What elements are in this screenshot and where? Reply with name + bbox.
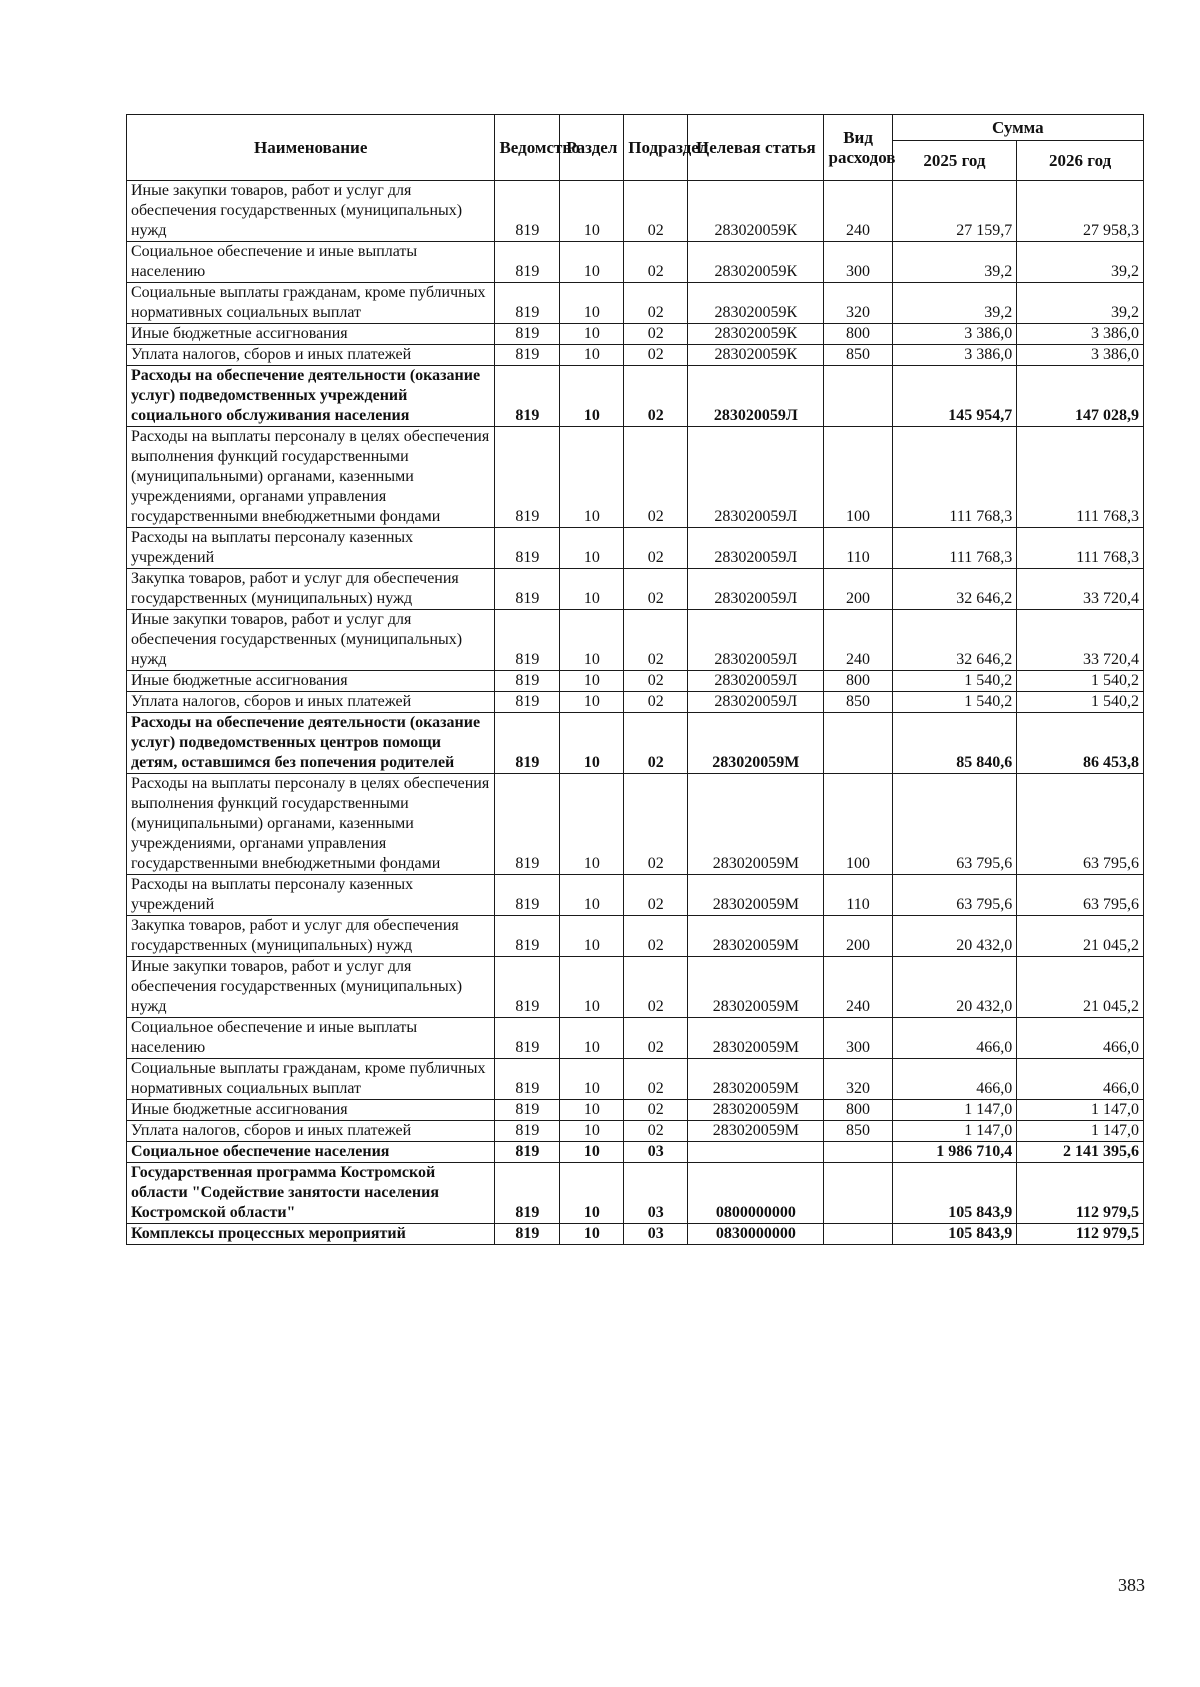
table-row: [127, 366, 1144, 427]
cell-sum-2025: 20 432,0: [892, 916, 1017, 957]
cell-podrazdel: 03: [624, 1224, 688, 1245]
cell-razdel: 10: [560, 181, 624, 242]
cell-target: 283020059М: [688, 1018, 824, 1059]
cell-sum-2025: 1 986 710,4: [892, 1142, 1017, 1163]
cell-razdel: 10: [560, 366, 624, 427]
table-row: [127, 692, 1144, 713]
cell-vid: [824, 366, 892, 427]
header-2026: 2026 год: [1017, 141, 1144, 181]
table-row: [127, 528, 1144, 569]
cell-name: Иные закупки товаров, работ и услуг для обеспечения государственных (муниципальных) нужд: [127, 610, 495, 671]
cell-vid: 320: [824, 1059, 892, 1100]
cell-name: Иные бюджетные ассигнования: [127, 671, 495, 692]
cell-target: 283020059К: [688, 345, 824, 366]
cell-sum-2025: 1 147,0: [892, 1121, 1017, 1142]
cell-target: 283020059М: [688, 957, 824, 1018]
cell-sum-2026: 63 795,6: [1017, 774, 1144, 875]
cell-vedomstvo: 819: [495, 181, 560, 242]
cell-sum-2025: 85 840,6: [892, 713, 1017, 774]
cell-podrazdel: 02: [624, 916, 688, 957]
cell-sum-2026: 27 958,3: [1017, 181, 1144, 242]
cell-vid: 240: [824, 610, 892, 671]
cell-vid: 800: [824, 1100, 892, 1121]
table-row: [127, 957, 1144, 1018]
cell-vid: 240: [824, 181, 892, 242]
cell-sum-2025: 3 386,0: [892, 345, 1017, 366]
cell-target: 283020059Л: [688, 692, 824, 713]
cell-name: Расходы на выплаты персоналу в целях обеспечения выполнения функций государственными (муниципальными) органами, казенными учреждениями, органами управления государственными внебюджетными фондами: [127, 774, 495, 875]
cell-vedomstvo: 819: [495, 671, 560, 692]
cell-vedomstvo: 819: [495, 1018, 560, 1059]
cell-vedomstvo: 819: [495, 1142, 560, 1163]
cell-vedomstvo: 819: [495, 345, 560, 366]
table-row: [127, 1224, 1144, 1245]
cell-sum-2025: 20 432,0: [892, 957, 1017, 1018]
cell-target: 283020059К: [688, 324, 824, 345]
cell-sum-2025: 63 795,6: [892, 875, 1017, 916]
cell-podrazdel: 02: [624, 774, 688, 875]
cell-name: Иные закупки товаров, работ и услуг для обеспечения государственных (муниципальных) нужд: [127, 957, 495, 1018]
cell-sum-2025: 466,0: [892, 1018, 1017, 1059]
table-row: [127, 713, 1144, 774]
cell-sum-2026: 33 720,4: [1017, 569, 1144, 610]
table-row: [127, 1100, 1144, 1121]
header-target: Целевая статья: [688, 115, 824, 181]
cell-razdel: 10: [560, 528, 624, 569]
cell-podrazdel: 02: [624, 671, 688, 692]
cell-podrazdel: 02: [624, 1018, 688, 1059]
cell-razdel: 10: [560, 1224, 624, 1245]
cell-podrazdel: 02: [624, 1059, 688, 1100]
cell-vid: [824, 1142, 892, 1163]
cell-vid: 300: [824, 242, 892, 283]
cell-vedomstvo: 819: [495, 1059, 560, 1100]
cell-target: 283020059М: [688, 1100, 824, 1121]
cell-name: Закупка товаров, работ и услуг для обеспечения государственных (муниципальных) нужд: [127, 569, 495, 610]
cell-name: Расходы на выплаты персоналу в целях обеспечения выполнения функций государственными (муниципальными) органами, казенными учреждениями, органами управления государственными внебюджетными фондами: [127, 427, 495, 528]
cell-razdel: 10: [560, 1018, 624, 1059]
cell-sum-2026: 466,0: [1017, 1018, 1144, 1059]
table-row: [127, 181, 1144, 242]
cell-podrazdel: 02: [624, 345, 688, 366]
cell-podrazdel: 02: [624, 366, 688, 427]
cell-vedomstvo: 819: [495, 1224, 560, 1245]
cell-vid: 300: [824, 1018, 892, 1059]
cell-name: Расходы на обеспечение деятельности (оказание услуг) подведомственных учреждений социального обслуживания населения: [127, 366, 495, 427]
cell-sum-2026: 2 141 395,6: [1017, 1142, 1144, 1163]
cell-razdel: 10: [560, 242, 624, 283]
cell-podrazdel: 02: [624, 427, 688, 528]
cell-podrazdel: 02: [624, 713, 688, 774]
cell-name: Уплата налогов, сборов и иных платежей: [127, 1121, 495, 1142]
cell-podrazdel: 02: [624, 324, 688, 345]
cell-sum-2026: 21 045,2: [1017, 957, 1144, 1018]
table-row: [127, 1059, 1144, 1100]
cell-vid: 850: [824, 345, 892, 366]
cell-sum-2025: 27 159,7: [892, 181, 1017, 242]
cell-sum-2025: 32 646,2: [892, 610, 1017, 671]
cell-vid: 800: [824, 671, 892, 692]
cell-podrazdel: 02: [624, 1100, 688, 1121]
cell-target: 283020059М: [688, 916, 824, 957]
cell-razdel: 10: [560, 569, 624, 610]
cell-vid: 110: [824, 875, 892, 916]
cell-target: 283020059Л: [688, 569, 824, 610]
cell-target: 283020059К: [688, 242, 824, 283]
cell-name: Расходы на обеспечение деятельности (оказание услуг) подведомственных центров помощи детям, оставшимся без попечения родителей: [127, 713, 495, 774]
cell-sum-2026: 112 979,5: [1017, 1163, 1144, 1224]
cell-podrazdel: 03: [624, 1142, 688, 1163]
cell-name: Расходы на выплаты персоналу казенных учреждений: [127, 875, 495, 916]
cell-podrazdel: 02: [624, 610, 688, 671]
cell-razdel: 10: [560, 916, 624, 957]
header-name: Наименование: [127, 115, 495, 181]
cell-sum-2025: 1 540,2: [892, 692, 1017, 713]
cell-razdel: 10: [560, 324, 624, 345]
cell-name: Уплата налогов, сборов и иных платежей: [127, 692, 495, 713]
cell-sum-2026: 21 045,2: [1017, 916, 1144, 957]
cell-vedomstvo: 819: [495, 324, 560, 345]
cell-sum-2026: 3 386,0: [1017, 324, 1144, 345]
table-row: [127, 1163, 1144, 1224]
cell-vedomstvo: 819: [495, 610, 560, 671]
cell-sum-2025: 466,0: [892, 1059, 1017, 1100]
cell-sum-2026: 1 540,2: [1017, 692, 1144, 713]
cell-name: Государственная программа Костромской области "Содействие занятости населения Костромской области": [127, 1163, 495, 1224]
cell-vedomstvo: 819: [495, 528, 560, 569]
table-row: [127, 1142, 1144, 1163]
cell-razdel: 10: [560, 1163, 624, 1224]
cell-vedomstvo: 819: [495, 242, 560, 283]
cell-target: 283020059М: [688, 713, 824, 774]
cell-vid: 200: [824, 916, 892, 957]
cell-podrazdel: 02: [624, 692, 688, 713]
cell-razdel: 10: [560, 610, 624, 671]
cell-name: Социальные выплаты гражданам, кроме публичных нормативных социальных выплат: [127, 1059, 495, 1100]
cell-target: 283020059М: [688, 1059, 824, 1100]
cell-razdel: 10: [560, 774, 624, 875]
cell-sum-2025: 1 540,2: [892, 671, 1017, 692]
cell-razdel: 10: [560, 1121, 624, 1142]
cell-sum-2026: 33 720,4: [1017, 610, 1144, 671]
cell-sum-2026: 63 795,6: [1017, 875, 1144, 916]
cell-name: Расходы на выплаты персоналу казенных учреждений: [127, 528, 495, 569]
cell-sum-2025: 39,2: [892, 283, 1017, 324]
cell-target: 283020059М: [688, 1121, 824, 1142]
cell-name: Закупка товаров, работ и услуг для обеспечения государственных (муниципальных) нужд: [127, 916, 495, 957]
cell-name: Социальные выплаты гражданам, кроме публичных нормативных социальных выплат: [127, 283, 495, 324]
cell-sum-2025: 32 646,2: [892, 569, 1017, 610]
cell-name: Социальное обеспечение населения: [127, 1142, 495, 1163]
table-row: [127, 916, 1144, 957]
cell-sum-2026: 112 979,5: [1017, 1224, 1144, 1245]
cell-sum-2026: 466,0: [1017, 1059, 1144, 1100]
cell-sum-2026: 1 147,0: [1017, 1100, 1144, 1121]
cell-razdel: 10: [560, 1100, 624, 1121]
cell-vedomstvo: 819: [495, 774, 560, 875]
budget-table: [126, 114, 1144, 1245]
cell-razdel: 10: [560, 671, 624, 692]
cell-podrazdel: 02: [624, 569, 688, 610]
cell-vedomstvo: 819: [495, 1100, 560, 1121]
cell-vedomstvo: 819: [495, 1121, 560, 1142]
cell-name: Иные закупки товаров, работ и услуг для обеспечения государственных (муниципальных) нужд: [127, 181, 495, 242]
header-2025: 2025 год: [892, 141, 1017, 181]
cell-vedomstvo: 819: [495, 916, 560, 957]
cell-sum-2026: 111 768,3: [1017, 528, 1144, 569]
header-vid: Вид расходов: [824, 115, 892, 181]
cell-vid: 100: [824, 427, 892, 528]
cell-target: 283020059Л: [688, 427, 824, 528]
header-razdel: Раздел: [560, 115, 624, 181]
cell-sum-2025: 111 768,3: [892, 427, 1017, 528]
cell-target: [688, 1142, 824, 1163]
cell-vedomstvo: 819: [495, 875, 560, 916]
cell-vid: 850: [824, 692, 892, 713]
cell-podrazdel: 02: [624, 1121, 688, 1142]
cell-target: 283020059М: [688, 875, 824, 916]
cell-vid: 200: [824, 569, 892, 610]
header-vedomstvo: Ведомство: [495, 115, 560, 181]
cell-razdel: 10: [560, 1059, 624, 1100]
cell-sum-2025: 111 768,3: [892, 528, 1017, 569]
cell-vid: [824, 1163, 892, 1224]
cell-sum-2025: 63 795,6: [892, 774, 1017, 875]
cell-razdel: 10: [560, 692, 624, 713]
cell-vedomstvo: 819: [495, 427, 560, 528]
table-row: [127, 242, 1144, 283]
table-row: [127, 875, 1144, 916]
cell-target: 283020059Л: [688, 671, 824, 692]
cell-target: 283020059М: [688, 774, 824, 875]
cell-podrazdel: 02: [624, 957, 688, 1018]
cell-name: Комплексы процессных мероприятий: [127, 1224, 495, 1245]
cell-vid: [824, 713, 892, 774]
table-row: [127, 345, 1144, 366]
cell-sum-2026: 39,2: [1017, 283, 1144, 324]
cell-vid: 850: [824, 1121, 892, 1142]
cell-razdel: 10: [560, 345, 624, 366]
cell-sum-2026: 147 028,9: [1017, 366, 1144, 427]
cell-vedomstvo: 819: [495, 957, 560, 1018]
cell-vedomstvo: 819: [495, 692, 560, 713]
cell-sum-2025: 39,2: [892, 242, 1017, 283]
cell-vedomstvo: 819: [495, 366, 560, 427]
cell-name: Уплата налогов, сборов и иных платежей: [127, 345, 495, 366]
cell-target: 0800000000: [688, 1163, 824, 1224]
table-body: [127, 181, 1144, 1245]
cell-razdel: 10: [560, 1142, 624, 1163]
cell-target: 283020059Л: [688, 610, 824, 671]
cell-sum-2025: 3 386,0: [892, 324, 1017, 345]
table-row: [127, 569, 1144, 610]
cell-name: Иные бюджетные ассигнования: [127, 324, 495, 345]
cell-razdel: 10: [560, 957, 624, 1018]
cell-podrazdel: 02: [624, 875, 688, 916]
table-row: [127, 324, 1144, 345]
cell-target: 283020059К: [688, 283, 824, 324]
table-row: [127, 1121, 1144, 1142]
cell-razdel: 10: [560, 283, 624, 324]
cell-sum-2026: 86 453,8: [1017, 713, 1144, 774]
cell-podrazdel: 02: [624, 242, 688, 283]
cell-podrazdel: 02: [624, 181, 688, 242]
table-row: [127, 1018, 1144, 1059]
cell-target: 283020059Л: [688, 366, 824, 427]
cell-vid: 320: [824, 283, 892, 324]
cell-vid: 240: [824, 957, 892, 1018]
table-row: [127, 610, 1144, 671]
cell-podrazdel: 02: [624, 528, 688, 569]
cell-sum-2026: 3 386,0: [1017, 345, 1144, 366]
cell-vedomstvo: 819: [495, 713, 560, 774]
cell-target: 283020059Л: [688, 528, 824, 569]
cell-target: 283020059К: [688, 181, 824, 242]
table-row: [127, 427, 1144, 528]
cell-vedomstvo: 819: [495, 1163, 560, 1224]
cell-sum-2025: 105 843,9: [892, 1224, 1017, 1245]
cell-sum-2025: 105 843,9: [892, 1163, 1017, 1224]
table-row: [127, 671, 1144, 692]
cell-sum-2026: 1 147,0: [1017, 1121, 1144, 1142]
cell-sum-2026: 1 540,2: [1017, 671, 1144, 692]
cell-sum-2025: 1 147,0: [892, 1100, 1017, 1121]
header-summa: Сумма: [892, 115, 1143, 141]
page-number: 383: [1118, 1575, 1145, 1595]
cell-razdel: 10: [560, 427, 624, 528]
cell-vid: 110: [824, 528, 892, 569]
cell-vedomstvo: 819: [495, 283, 560, 324]
cell-vid: 800: [824, 324, 892, 345]
cell-podrazdel: 02: [624, 283, 688, 324]
cell-sum-2025: 145 954,7: [892, 366, 1017, 427]
cell-vid: [824, 1224, 892, 1245]
cell-sum-2026: 111 768,3: [1017, 427, 1144, 528]
cell-sum-2026: 39,2: [1017, 242, 1144, 283]
cell-vedomstvo: 819: [495, 569, 560, 610]
cell-name: Социальное обеспечение и иные выплаты населению: [127, 242, 495, 283]
cell-razdel: 10: [560, 713, 624, 774]
table-row: [127, 774, 1144, 875]
header-podrazdel: Подраздел: [624, 115, 688, 181]
cell-podrazdel: 03: [624, 1163, 688, 1224]
cell-name: Социальное обеспечение и иные выплаты населению: [127, 1018, 495, 1059]
cell-target: 0830000000: [688, 1224, 824, 1245]
cell-name: Иные бюджетные ассигнования: [127, 1100, 495, 1121]
cell-vid: 100: [824, 774, 892, 875]
cell-razdel: 10: [560, 875, 624, 916]
table-row: [127, 283, 1144, 324]
